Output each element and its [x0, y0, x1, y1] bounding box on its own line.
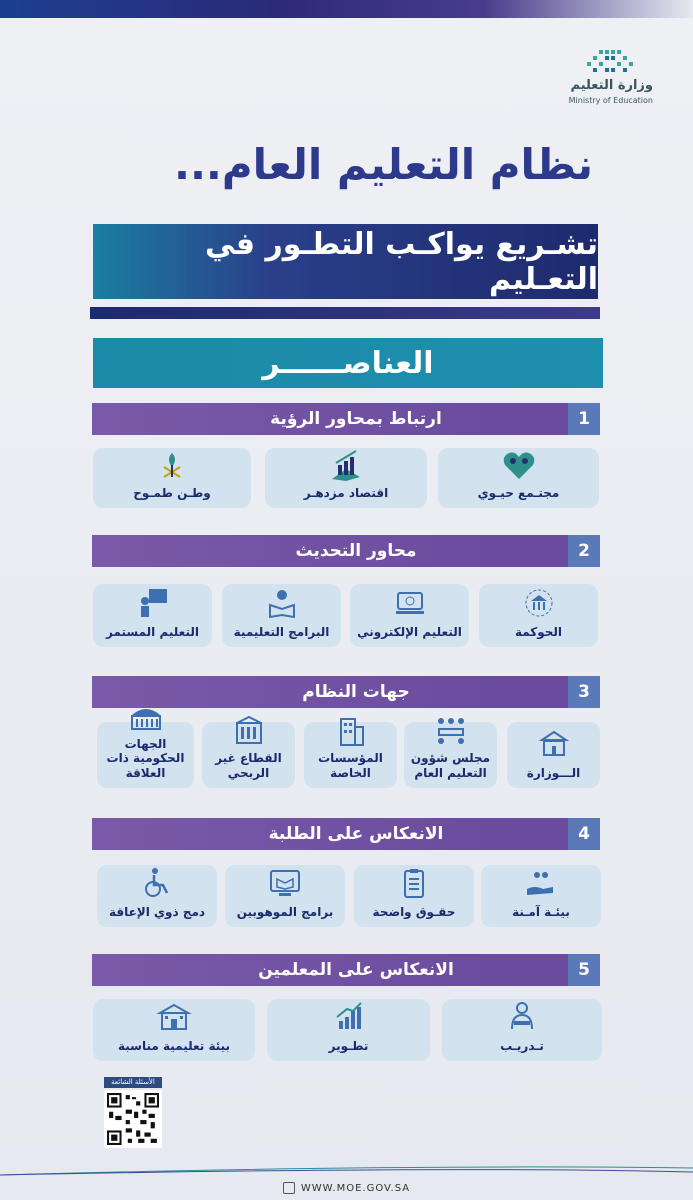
card-government-entities	[97, 722, 194, 788]
card-suitable-environment	[93, 999, 255, 1061]
section-header-1	[92, 403, 600, 435]
section-title: ارتباط بمحاور الرؤية	[270, 409, 442, 429]
card-thriving-economy	[265, 448, 427, 508]
subtitle-text: تشـريع يواكـب التطـور في التعـليم	[205, 226, 598, 297]
qr-code-icon	[107, 1093, 159, 1145]
card-disability-inclusion	[97, 865, 217, 927]
section-header-4	[92, 818, 600, 850]
card-label: مجتـمع حيـوي	[477, 485, 560, 500]
school-icon	[154, 999, 194, 1035]
section-title: محاور التحديث	[295, 541, 417, 561]
safe-hand-icon	[521, 865, 561, 901]
subtitle-underline	[90, 307, 600, 319]
website-icon	[283, 1182, 295, 1194]
qr-code[interactable]	[104, 1090, 162, 1148]
section-title: جهات النظام	[302, 682, 410, 702]
section-number: 3	[568, 676, 600, 708]
card-label: الجهات الحكومية ذات العلاقة	[106, 736, 185, 780]
card-label: مجلس شؤون التعليم العام	[410, 751, 491, 780]
card-label: الحوكمة	[514, 624, 563, 639]
section-title: الانعكاس على الطلبة	[268, 824, 444, 844]
card-continuing-education	[93, 584, 212, 647]
section-header-5	[92, 954, 600, 986]
logo-english-text: Ministry of Education	[568, 96, 653, 105]
presenter-icon	[133, 585, 173, 621]
section-header-2	[92, 535, 600, 567]
card-safe-environment	[481, 865, 601, 927]
section-header-3	[92, 676, 600, 708]
card-gifted-programs	[225, 865, 345, 927]
trainer-icon	[502, 999, 542, 1035]
card-label: المؤسسات الخاصة	[318, 751, 383, 780]
heart-community-icon	[499, 448, 539, 482]
government-building-icon	[126, 701, 166, 733]
section-number: 4	[568, 818, 600, 850]
card-ambitious-nation	[93, 448, 251, 508]
card-educational-programs	[222, 584, 341, 647]
talent-screen-icon	[265, 865, 305, 901]
card-label: القطاع غير الربحي	[215, 751, 282, 780]
card-governance	[479, 584, 598, 647]
elements-banner	[93, 338, 603, 388]
reading-icon	[262, 585, 302, 621]
nonprofit-building-icon	[229, 715, 269, 747]
page-title: نظام التعليم العام...	[173, 140, 593, 189]
governance-icon	[519, 585, 559, 621]
e-learning-icon	[390, 585, 430, 621]
card-private-institutions	[304, 722, 397, 788]
card-label: تطـوير	[328, 1038, 369, 1053]
council-icon	[431, 715, 471, 747]
office-building-icon	[331, 715, 371, 747]
subtitle-banner	[93, 224, 598, 299]
clipboard-icon	[394, 865, 434, 901]
top-gradient-bar	[0, 0, 693, 18]
elements-label: العناصــــــر	[262, 345, 434, 381]
logo-arabic-text: وزارة التعليم	[570, 78, 653, 93]
card-e-learning	[350, 584, 469, 647]
footer-decorative-lines	[0, 1164, 693, 1176]
card-label: بيئة تعليمية مناسبة	[117, 1038, 231, 1053]
development-chart-icon	[329, 999, 369, 1035]
card-label: برامج الموهوبين	[236, 904, 334, 919]
card-label: التعليم المستمر	[106, 624, 199, 639]
card-nonprofit-sector	[202, 722, 295, 788]
card-clear-rights	[354, 865, 474, 927]
saudi-emblem-icon	[152, 448, 192, 482]
logo-dots-icon	[565, 44, 655, 80]
card-label: بيئـة آمـنة	[512, 904, 570, 919]
card-development	[267, 999, 430, 1061]
card-training	[442, 999, 602, 1061]
card-label: وطـن طمـوح	[133, 485, 211, 500]
ministry-building-icon	[534, 726, 574, 762]
card-label: دمج ذوي الإعاقة	[108, 904, 206, 919]
footer-url[interactable]: WWW.MOE.GOV.SA	[300, 1182, 411, 1194]
card-label: حقـوق واضحة	[372, 904, 456, 919]
card-label: اقتصاد مزدهـر	[303, 485, 389, 500]
card-label: تـدريـب	[500, 1038, 544, 1053]
section-number: 2	[568, 535, 600, 567]
section-title: الانعكاس على المعلمين	[258, 960, 454, 980]
growth-chart-icon	[326, 448, 366, 482]
qr-caption: الأسئلة الشائعة	[104, 1077, 162, 1088]
section-number: 5	[568, 954, 600, 986]
card-vibrant-society	[438, 448, 599, 508]
card-label: البرامج التعليمية	[233, 624, 330, 639]
ministry-logo	[565, 44, 655, 106]
card-label: الـــوزارة	[526, 765, 581, 780]
card-label: التعليم الإلكتروني	[357, 624, 462, 639]
section-number: 1	[568, 403, 600, 435]
card-ministry	[507, 722, 600, 788]
footer	[0, 1176, 693, 1200]
card-council	[404, 722, 497, 788]
wheelchair-icon	[137, 865, 177, 901]
